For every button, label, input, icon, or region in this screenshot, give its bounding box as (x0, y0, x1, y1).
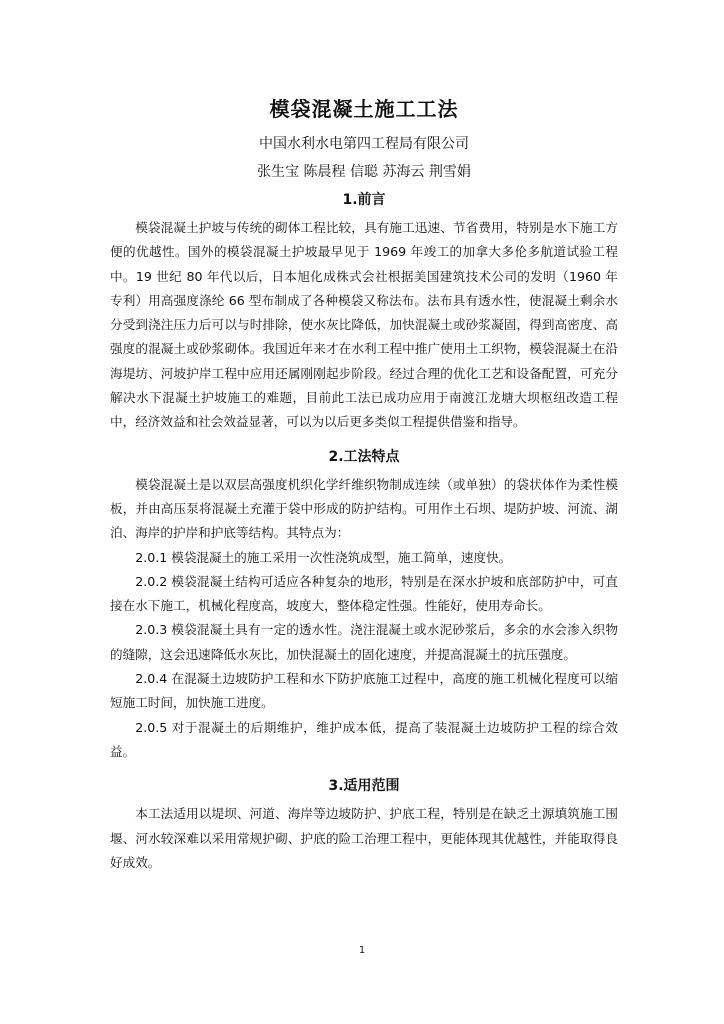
document-title: 模袋混凝土施工工法 (269, 97, 459, 121)
section-preface (110, 188, 618, 435)
section-features (110, 445, 618, 765)
paragraph: 2.0.1 模袋混凝土的施工采用一次性浇筑成型，施工简单，速度快。 (135, 549, 512, 565)
paragraph: 2.0.2 模袋混凝土结构可适应各种复杂的地形，特别是在深水护坡和底部防护中，可直接在水下施工，机械化程度高，坡度大，整体稳定性强。性能好，使用寿命长。 (110, 573, 618, 614)
author-list: 张生宝 陈晨程 信聪 苏海云 荆雪娟 (257, 164, 471, 180)
section-scope (110, 774, 618, 875)
paragraph: 模袋混凝土是以双层高强度机织化学纤维织物制成连续（或单独）的袋状体作为柔性模板，并由高压泵将混凝土充灌于袋中形成的防护结构。可用作土石坝、堤防护坡、河流、湖泊、海岸的护岸和护底等结构。其特点为： (110, 476, 618, 541)
organization-name: 中国水利水电第四工程局有限公司 (259, 136, 469, 152)
page-number: 1 (358, 945, 366, 956)
section-gap (110, 435, 618, 445)
section-heading: 3.适用范围 (328, 778, 400, 795)
paragraph: 2.0.5 对于混凝土的后期维护，维护成本低，提高了装混凝土边坡防护工程的综合效益。 (110, 719, 618, 759)
paragraph: 2.0.4 在混凝土边坡防护工程和水下防护底施工过程中，高度的施工机械化程度可以缩短施工时间，加快施工进度。 (110, 671, 618, 711)
section-heading: 1.前言 (342, 192, 386, 208)
paragraph: 模袋混凝土护坡与传统的砌体工程比较，具有施工迅速、节省费用，特别是水下施工方便的优越性。国外的模袋混凝土护坡最早见于 1969 年竣工的加拿大多伦多航道试验工程中。19 世纪 80 年代以后，日本旭化成株式会社根据美国建筑技术公司的发明（1960 年专利）用高强度涤纶 66 型布制成了各种模袋又称法布。法布具有透水性，使混凝土剩余水分受到浇注压力后可以与时排除，使水灰比降低，加快混凝土或砂浆凝固，得到高密度、高强度的混凝土或砂浆砌体。我国近年来才在水利工程中推广使用土工织物，模袋混凝土在沿海堤坊、河坡护岸工程中应用还属刚刚起步阶段。经过合理的优化工艺和设备配置，可充分解决水下混凝土护坡施工的难题，目前此工法已成功应用于南渡江龙塘大坝枢纽改造工程中，经济效益和社会效益显著，可以为以后更多类似工程提供借鉴和指导。 (110, 220, 618, 430)
paragraph: 本工法适用以堤坝、河道、海岸等边坡防护、护底工程，特别是在缺乏土源填筑施工围堰、河水较深难以采用常规护砌、护底的险工治理工程中，更能体现其优越性，并能取得良好成效。 (110, 806, 618, 870)
section-heading: 2.工法特点 (328, 448, 400, 465)
document-body (110, 94, 618, 875)
paragraph: 2.0.3 模袋混凝土具有一定的透水性。浇注混凝土或水泥砂浆后，多余的水会渗入织物的缝隙，这会迅速降低水灰比，加快混凝土的固化速度，并提高混凝土的抗压强度。 (110, 622, 618, 662)
section-gap (110, 764, 618, 774)
